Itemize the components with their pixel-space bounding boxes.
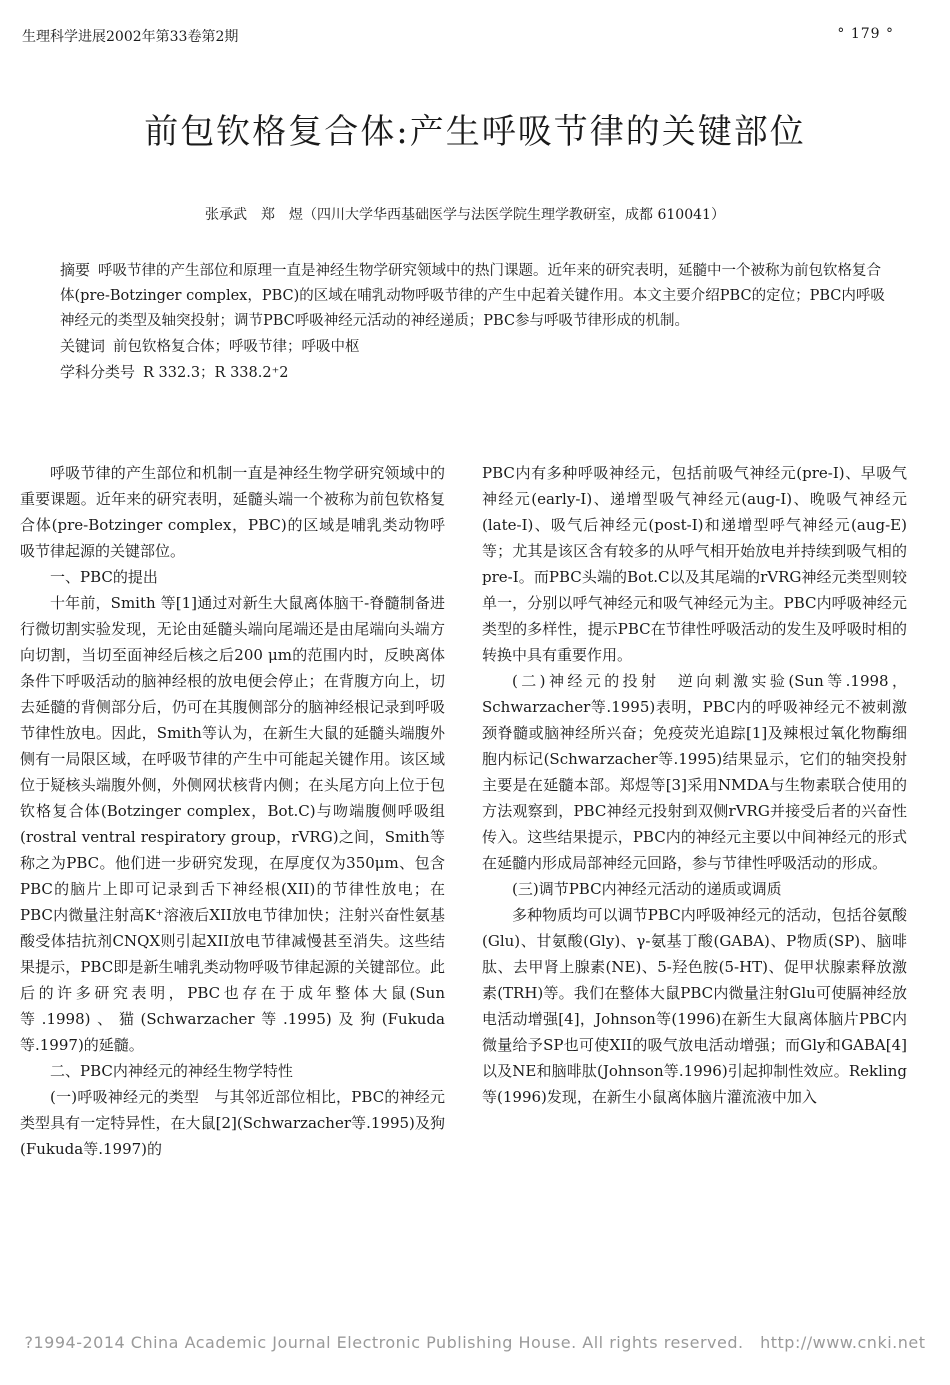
subsection-heading-3: (三)调节PBC内神经元活动的递质或调质 [512,880,782,898]
section-heading-1: 一、PBC的提出 [50,568,158,586]
authors: 张承武 郑 煜（四川大学华西基础医学与法医学院生理学教研室，成都 610041） [205,207,725,223]
left-column [20,460,445,1162]
keywords-label: 关键词 [60,337,106,355]
subsection-1-paragraph: (一)呼吸神经元的类型 与其邻近部位相比，PBC的神经元类型具有一定特异性，在大鼠[2](Schwarzacher等.1995)及狗(Fukuda等.1997)的 [20,1088,445,1158]
abstract-label: 摘要 [60,261,91,279]
abstract-text: 呼吸节律的产生部位和原理一直是神经生物学研究领域中的热门课题。近年来的研究表明，延髓中一个被称为前包钦格复合体(pre-Botzinger complex，PBC)的区域在哺乳动物呼吸节律的产生中起着关键作用。本文主要介绍PBC的定位；PBC内呼吸神经元的类型及轴突投射；调节PBC呼吸神经元活动的神经递质；PBC参与呼吸节律形成的机制。 [60,263,885,329]
subsection-3-paragraph: 多种物质均可以调节PBC内呼吸神经元的活动，包括谷氨酸(Glu)、甘氨酸(Gly)、γ-氨基丁酸(GABA)、P物质(SP)、脑啡肽、去甲肾上腺素(NE)、5-羟色胺(5-HT)、促甲状腺素释放激素(TRH)等。我们在整体大鼠PBC内微量注射Glu可使膈神经放电活动增强[4]，Johnson等(1996)在新生大鼠离体脑片PBC内微量给予SP也可使XII的吸气放电活动增强；而Gly和GABA[4]以及NE和脑啡肽(Johnson等.1996)引起抑制性效应。Rekling等(1996)发现，在新生小鼠离体脑片灌流液中加入 [482,906,907,1106]
abstract-block [60,258,890,386]
copyright-watermark: ?1994-2014 China Academic Journal Electronic Publishing House. All rights reserved. http://www.cnki.net [24,1333,926,1352]
section-heading-2: 二、PBC内神经元的神经生物学特性 [50,1062,293,1080]
article-title: 前包钦格复合体:产生呼吸节律的关键部位 [144,112,806,152]
page-number: ° 179 ° [837,26,894,42]
intro-paragraph: 呼吸节律的产生部位和机制一直是神经生物学研究领域中的重要课题。近年来的研究表明，延髓头端一个被称为前包钦格复合体(pre-Botzinger complex，PBC)的区域是哺乳类动物呼吸节律起源的关键部位。 [20,464,445,560]
keywords-text: 前包钦格复合体；呼吸节律；呼吸中枢 [113,339,360,355]
section-1-paragraph: 十年前，Smith 等[1]通过对新生大鼠离体脑干-脊髓制备进行微切割实验发现，无论由延髓头端向尾端还是由尾端向头端方向切割，当切至面神经后核之后200 μm的范围内时，反映离体条件下呼吸活动的脑神经根的放电便会停止；在背腹方向上，切去延髓的背侧部分后，仍可在其腹侧部分的脑神经根记录到呼吸节律性放电。因此，Smith等认为，在新生大鼠的延髓头端腹外侧有一局限区域，在呼吸节律的产生中可能起关键作用。该区域位于疑核头端腹外侧，外侧网状核背内侧；在头尾方向上位于包钦格复合体(Botzinger complex，Bot.C)与吻端腹侧呼吸组(rostral ventral respiratory group，rVRG)之间，Smith等称之为PBC。他们进一步研究发现，在厚度仅为350μm、包含PBC的脑片上即可记录到舌下神经根(XII)的节律性放电；在PBC内微量注射高K⁺溶液后XII放电节律加快；注射兴奋性氨基酸受体拮抗剂CNQX则引起XII放电节律减慢甚至消失。这些结果提示，PBC即是新生哺乳类动物呼吸节律起源的关键部位。此后的许多研究表明，PBC也存在于成年整体大鼠(Sun等.1998)、猫(Schwarzacher等.1995)及狗(Fukuda等.1997)的延髓。 [20,594,445,1054]
classification-code: R 332.3；R 338.2⁺2 [143,365,289,381]
journal-header: 生理科学进展2002年第33卷第2期 [22,29,239,45]
subsection-2-paragraph: (二)神经元的投射 逆向刺激实验(Sun等.1998，Schwarzacher等.1995)表明，PBC内的呼吸神经元不被刺激颈脊髓或脑神经所兴奋；免疫荧光追踪[1]及辣根过氧化物酶细胞内标记(Schwarzacher等.1995)结果显示，它们的轴突投射主要是在延髓本部。郑煜等[3]采用NMDA与生物素联合使用的方法观察到，PBC神经元投射到双侧rVRG并接受后者的兴奋性传入。这些结果提示，PBC内的神经元主要以中间神经元的形式在延髓内形成局部神经元回路，参与节律性呼吸活动的形成。 [482,672,907,872]
abstract [60,258,890,334]
subsection-1-continued: PBC内有多种呼吸神经元，包括前吸气神经元(pre-I)、早吸气神经元(early-I)、递增型吸气神经元(aug-I)、晚吸气神经元(late-I)、吸气后神经元(post-I)和递增型呼气神经元(aug-E)等；尤其是该区含有较多的从呼气相开始放电并持续到吸气相的pre-I。而PBC头端的Bot.C以及其尾端的rVRG神经元类型则较单一，分别以呼气神经元和吸气神经元为主。PBC内呼吸神经元类型的多样性，提示PBC在节律性呼吸活动的发生及呼吸时相的转换中具有重要作用。 [482,464,907,664]
right-column [482,460,907,1110]
keywords [60,334,890,360]
classification [60,360,890,386]
classification-label: 学科分类号 [60,363,136,381]
